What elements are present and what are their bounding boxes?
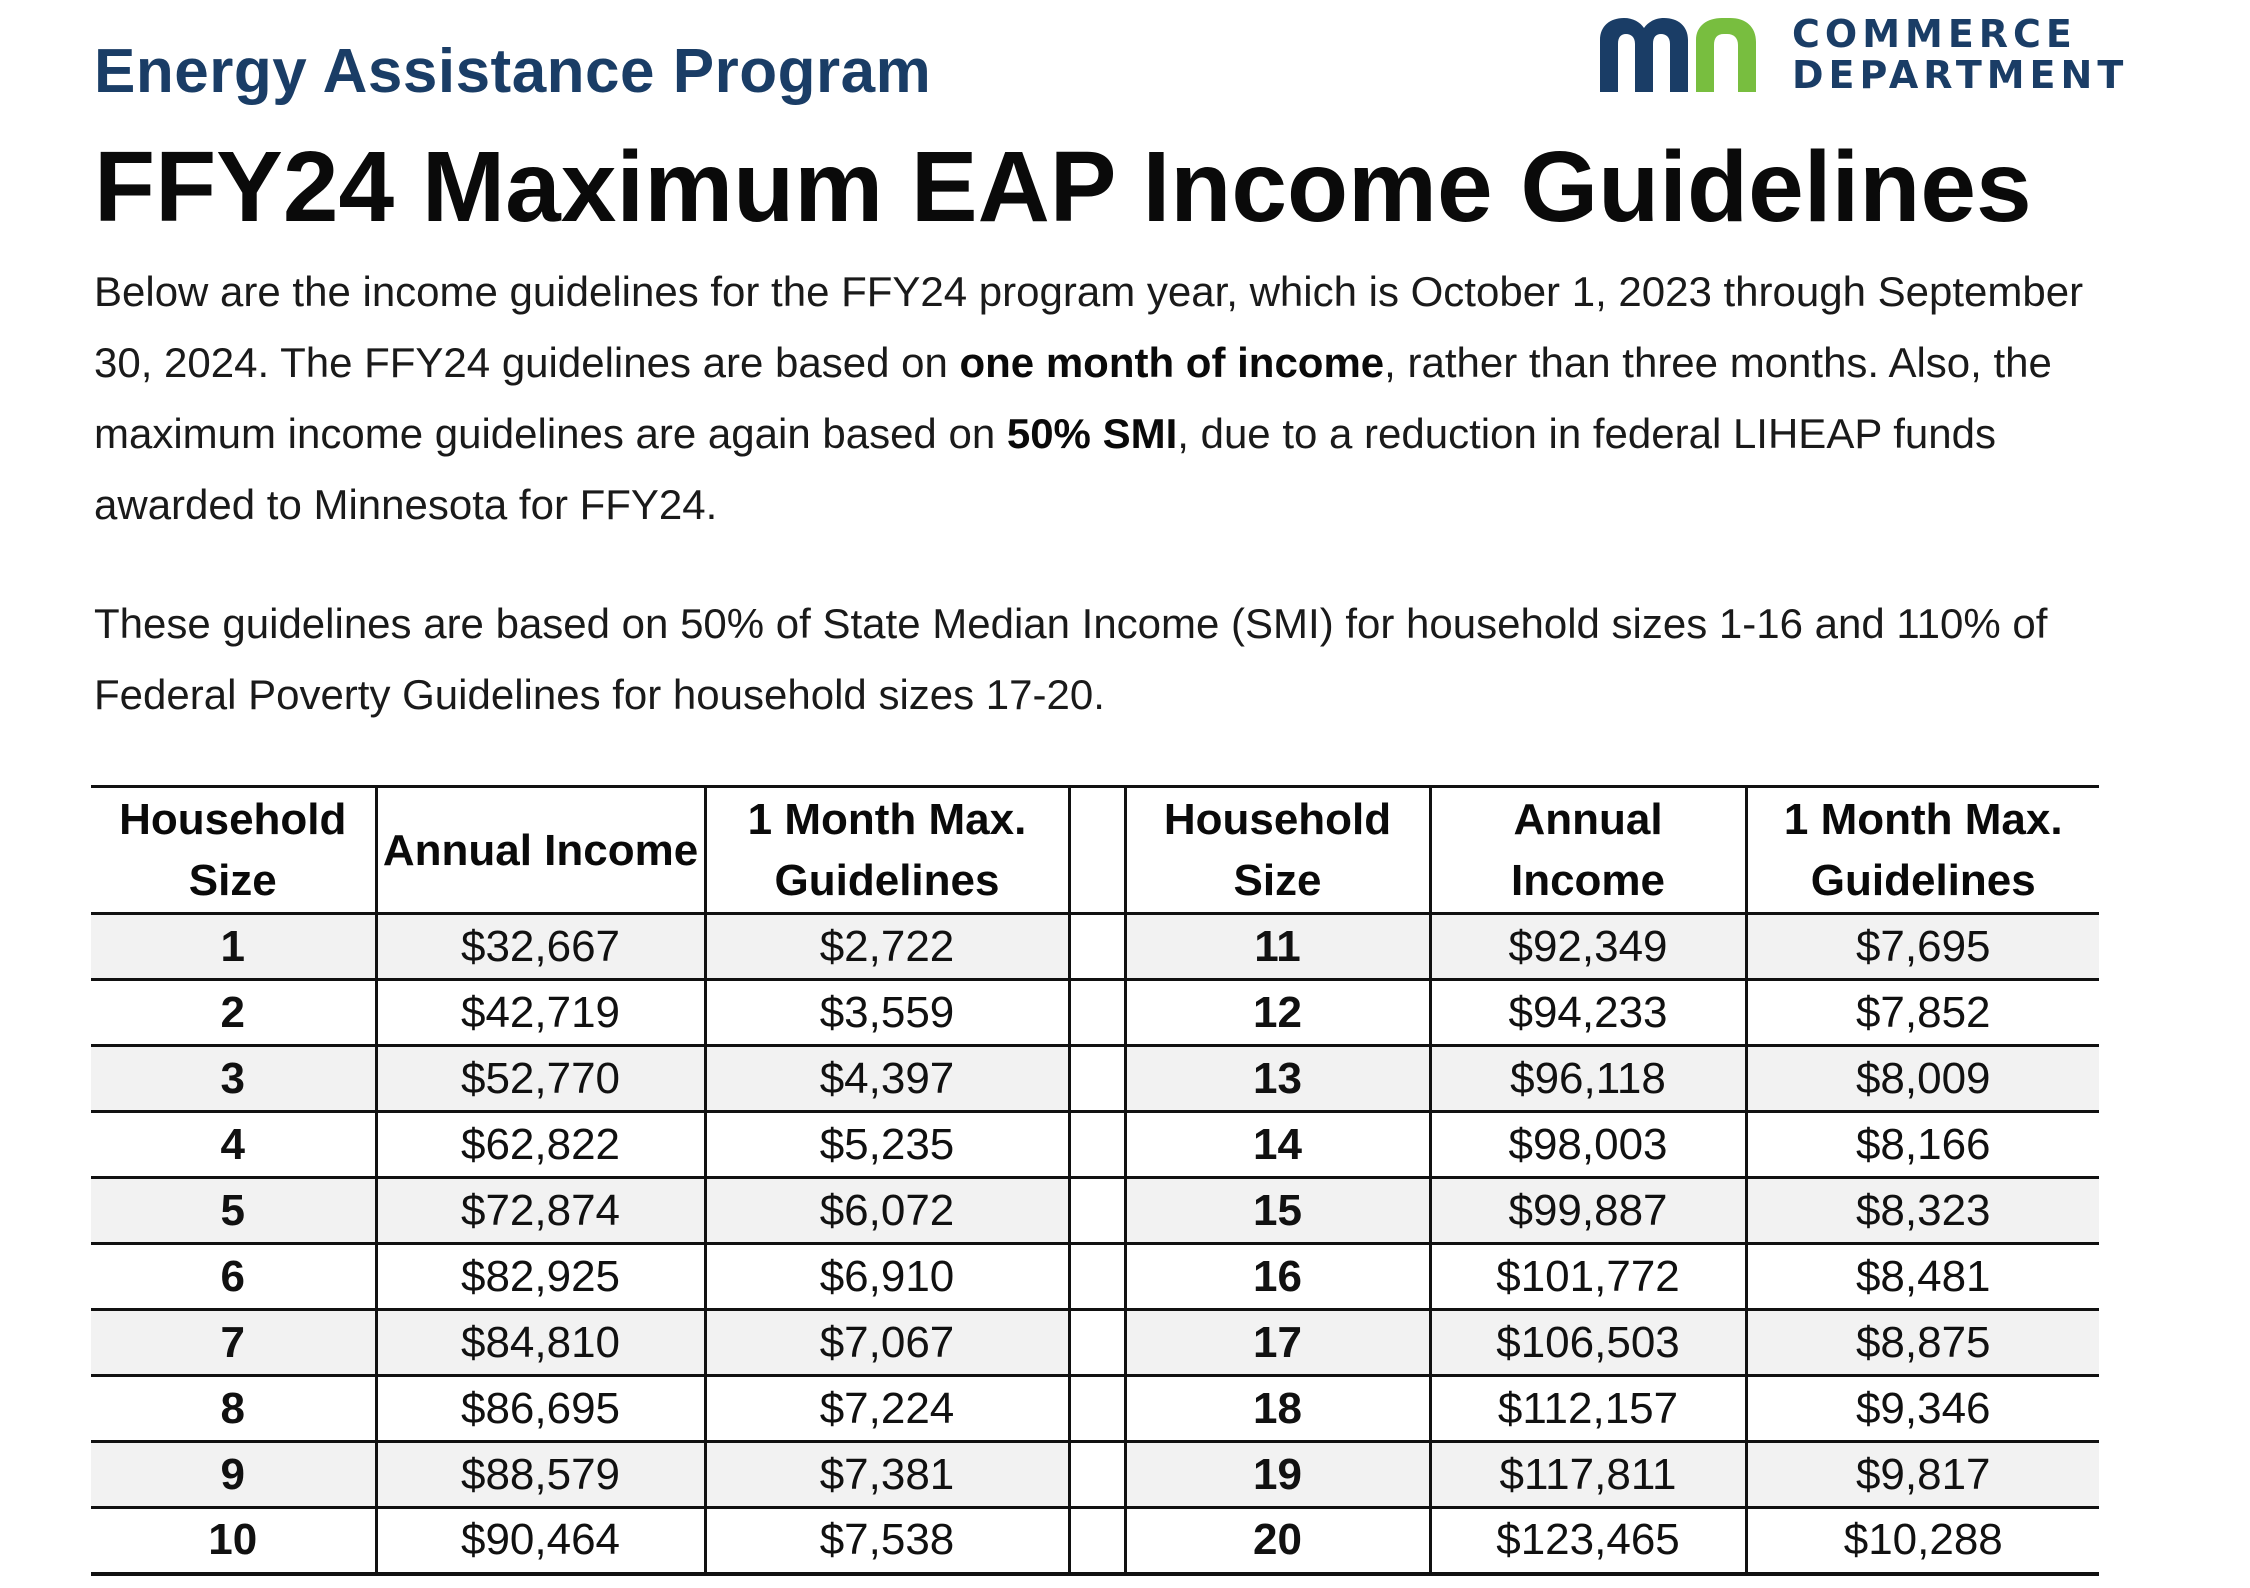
cell-household-size: 13 [1125, 1046, 1430, 1112]
cell-household-size: 12 [1125, 980, 1430, 1046]
intro-text: , rather than three months. Also, the maximum income guidelines are again based on [94, 339, 2052, 457]
cell-household-size: 8 [91, 1376, 376, 1442]
cell-monthly-max: $9,817 [1746, 1442, 2099, 1508]
cell-household-size: 5 [91, 1178, 376, 1244]
logo-wordmark [1792, 14, 2128, 96]
header-monthly-max-left: 1 Month Max. Guidelines [705, 787, 1069, 914]
cell-annual-income: $117,811 [1430, 1442, 1746, 1508]
logo-line-1: COMMERCE [1792, 12, 2077, 56]
page-title: FFY24 Maximum EAP Income Guidelines [94, 131, 2032, 243]
table-row [91, 1046, 2099, 1112]
cell-monthly-max: $9,346 [1855, 1383, 1991, 1433]
intro-text: , due to a reduction in federal LIHEAP funds awarded to Minnesota for FFY24. [94, 410, 1997, 528]
logo-line-2: DEPARTMENT [1792, 53, 2129, 97]
table-body [91, 914, 2099, 1574]
table-row [91, 1376, 2099, 1442]
header-monthly-max-right: 1 Month Max. Guidelines [1783, 795, 2063, 905]
cell-household-size: 3 [91, 1046, 376, 1112]
table-row [91, 1112, 2099, 1178]
mn-logo-icon [1600, 18, 1770, 92]
cell-annual-income: $32,667 [376, 914, 705, 980]
cell-monthly-max: $5,235 [705, 1112, 1069, 1178]
cell-monthly-max: $3,559 [705, 980, 1069, 1046]
commerce-department-logo [1600, 12, 2129, 98]
header-annual-income-left: Annual Income [376, 787, 705, 914]
intro-text: Below are the income guidelines for the FFY24 program year, which is October 1, 2023 through September 30, 2024. The FFY24 guidelines are based on [94, 268, 2084, 386]
cell-annual-income: $52,770 [376, 1046, 705, 1112]
cell-gap [1069, 1244, 1125, 1310]
table-row [91, 1178, 2099, 1244]
cell-gap [1069, 1310, 1125, 1376]
header-annual-income-right: Annual Income [1430, 787, 1746, 914]
cell-household-size: 4 [91, 1112, 376, 1178]
cell-household-size: 10 [91, 1508, 376, 1574]
cell-monthly-max: $8,009 [1746, 1046, 2099, 1112]
cell-monthly-max: $6,910 [705, 1244, 1069, 1310]
table-row [91, 1442, 2099, 1508]
cell-gap [1069, 1442, 1125, 1508]
cell-monthly-max: $7,381 [705, 1442, 1069, 1508]
cell-monthly-max: $4,397 [705, 1046, 1069, 1112]
cell-annual-income: $112,157 [1430, 1376, 1746, 1442]
cell-gap [1069, 1376, 1125, 1442]
cell-household-size: 19 [1125, 1442, 1430, 1508]
cell-monthly-max: $7,067 [705, 1310, 1069, 1376]
cell-household-size: 1 [91, 914, 376, 980]
intro-bold-one-month: one month of income [959, 339, 1385, 386]
cell-annual-income: $101,772 [1430, 1244, 1746, 1310]
table-header-row [91, 787, 2099, 914]
cell-household-size: 2 [91, 980, 376, 1046]
cell-household-size: 18 [1125, 1376, 1430, 1442]
table-row [91, 914, 2099, 980]
cell-monthly-max: $8,875 [1746, 1310, 2099, 1376]
cell-annual-income: $84,810 [376, 1310, 705, 1376]
cell-annual-income: $82,925 [376, 1244, 705, 1310]
intro-paragraph-2: These guidelines are based on 50% of State Median Income (SMI) for household sizes 1-16 and 110% of Federal Poverty Guidelines for household sizes 17-20. [94, 600, 2048, 718]
cell-monthly-max: $10,288 [1843, 1515, 2003, 1565]
income-guidelines-table [91, 785, 2099, 1576]
cell-household-size: 16 [1125, 1244, 1430, 1310]
cell-household-size: 6 [91, 1244, 376, 1310]
intro-bold-smi: 50% SMI [1006, 410, 1178, 457]
cell-annual-income: $94,233 [1430, 980, 1746, 1046]
cell-gap [1069, 1178, 1125, 1244]
cell-annual-income: $123,465 [1430, 1508, 1746, 1574]
cell-household-size: 14 [1125, 1112, 1430, 1178]
cell-annual-income: $88,579 [376, 1442, 705, 1508]
cell-household-size: 9 [91, 1442, 376, 1508]
header-household-size-right: Household Size [1125, 787, 1430, 914]
cell-gap [1069, 1112, 1125, 1178]
table-row [91, 980, 2099, 1046]
cell-monthly-max: $6,072 [705, 1178, 1069, 1244]
cell-household-size: 15 [1125, 1178, 1430, 1244]
cell-monthly-max: $7,695 [1746, 914, 2099, 980]
cell-monthly-max: $8,166 [1855, 1119, 1991, 1169]
header-household-size-left: Household Size [91, 787, 376, 914]
cell-gap [1069, 1046, 1125, 1112]
cell-annual-income: $42,719 [376, 980, 705, 1046]
program-name: Energy Assistance Program [94, 37, 932, 106]
cell-gap [1069, 980, 1125, 1046]
cell-household-size: 11 [1125, 914, 1430, 980]
cell-monthly-max: $8,323 [1746, 1178, 2099, 1244]
cell-monthly-max: $8,481 [1855, 1251, 1991, 1301]
cell-monthly-max: $7,852 [1855, 987, 1991, 1037]
cell-monthly-max: $7,538 [705, 1508, 1069, 1574]
cell-annual-income: $62,822 [376, 1112, 705, 1178]
cell-monthly-max: $7,224 [705, 1376, 1069, 1442]
cell-annual-income: $92,349 [1430, 914, 1746, 980]
cell-annual-income: $106,503 [1430, 1310, 1746, 1376]
cell-annual-income: $96,118 [1430, 1046, 1746, 1112]
cell-annual-income: $72,874 [376, 1178, 705, 1244]
cell-annual-income: $86,695 [376, 1376, 705, 1442]
table-row [91, 1244, 2099, 1310]
header-gap [1069, 787, 1125, 914]
table-row [91, 1508, 2099, 1574]
cell-annual-income: $90,464 [376, 1508, 705, 1574]
cell-annual-income: $98,003 [1430, 1112, 1746, 1178]
intro-paragraph-1 [94, 256, 2114, 540]
cell-gap [1069, 914, 1125, 980]
cell-household-size: 7 [91, 1310, 376, 1376]
cell-monthly-max: $2,722 [705, 914, 1069, 980]
table-row [91, 1310, 2099, 1376]
cell-household-size: 20 [1125, 1508, 1430, 1574]
cell-annual-income: $99,887 [1430, 1178, 1746, 1244]
cell-gap [1069, 1508, 1125, 1574]
cell-household-size: 17 [1125, 1310, 1430, 1376]
